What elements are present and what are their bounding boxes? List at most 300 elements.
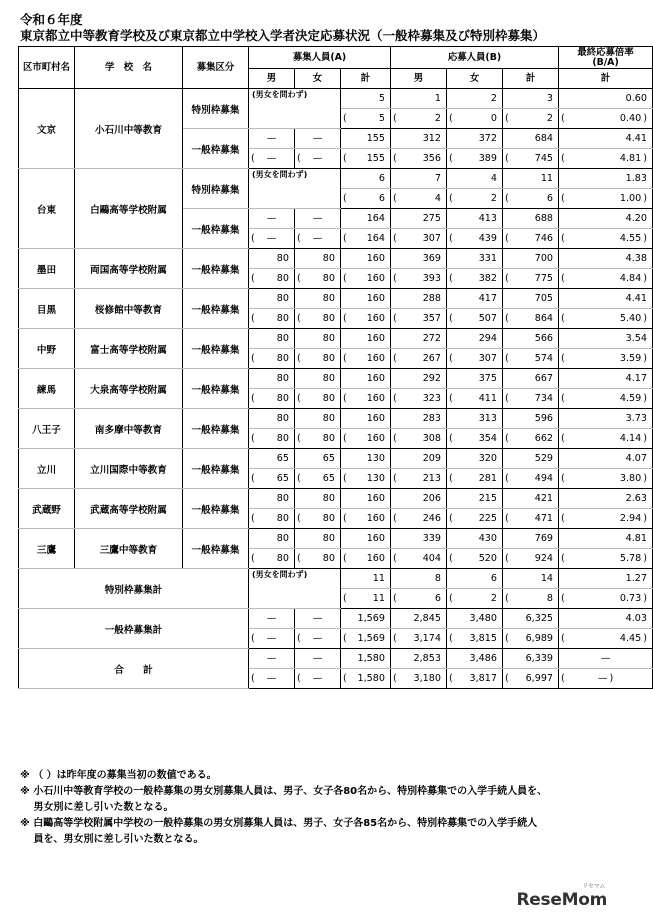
value: 4.38 <box>625 253 648 264</box>
value: 0 <box>490 113 497 124</box>
value: 404 <box>422 553 441 564</box>
ratio <box>559 489 653 509</box>
paren-open: ( <box>393 433 397 444</box>
value: 292 <box>422 373 441 384</box>
paren-open: ( <box>297 153 301 164</box>
col-app-female: 女 <box>447 69 503 89</box>
app-total <box>503 289 559 309</box>
value: 80 <box>322 533 335 544</box>
value: 267 <box>422 353 441 364</box>
app-total-prev <box>503 629 559 649</box>
value: 529 <box>534 453 554 464</box>
footnotes <box>20 768 605 848</box>
value: 8 <box>434 573 441 584</box>
value: — <box>597 673 608 684</box>
app-female <box>447 329 503 349</box>
app-male-prev <box>391 589 447 609</box>
col-school: 学 校 名 <box>75 47 183 89</box>
cap-male-prev <box>249 429 295 449</box>
value: 294 <box>478 333 497 344</box>
value: 357 <box>422 313 441 324</box>
district-name: 中野 <box>19 329 75 369</box>
value: — <box>266 133 277 144</box>
value: 80 <box>322 253 335 264</box>
app-total <box>503 89 559 109</box>
special-total-label: 特別枠募集計 <box>19 569 249 609</box>
ratio-prev <box>559 469 653 489</box>
value: 667 <box>534 373 554 384</box>
district-name: 八王子 <box>19 409 75 449</box>
paren-open: ( <box>393 233 397 244</box>
value: 288 <box>422 293 441 304</box>
value: 4.07 <box>625 453 648 464</box>
value: 160 <box>366 293 385 304</box>
value: 272 <box>422 333 441 344</box>
app-female <box>447 609 503 629</box>
app-male-prev <box>391 349 447 369</box>
value: — <box>600 653 611 664</box>
ratio-prev <box>559 549 653 569</box>
cap-total <box>341 609 391 629</box>
cap-male <box>249 209 295 229</box>
paren-open: ( <box>449 273 453 284</box>
app-total-prev <box>503 589 559 609</box>
school-name: 南多摩中等教育 <box>75 409 183 449</box>
paren-open: ( <box>343 233 347 244</box>
value: 413 <box>478 213 497 224</box>
value: 80 <box>276 493 289 504</box>
paren-open: ( <box>343 393 347 404</box>
school-name: 小石川中等教育 <box>75 89 183 169</box>
paren-open: ( <box>297 513 301 524</box>
ratio <box>559 89 653 109</box>
cap-male <box>249 609 295 629</box>
value: 4.84 <box>619 273 642 284</box>
value: 65 <box>276 473 289 484</box>
value: 215 <box>478 493 497 504</box>
district-name: 練馬 <box>19 369 75 409</box>
paren-open: ( <box>449 553 453 564</box>
paren-open: ( <box>251 473 255 484</box>
paren-close: ) <box>643 273 648 284</box>
value: 393 <box>422 273 441 284</box>
paren-open: ( <box>449 313 453 324</box>
value: 6,997 <box>525 673 554 684</box>
value: 281 <box>478 473 497 484</box>
value: 130 <box>366 453 385 464</box>
value: 596 <box>534 413 554 424</box>
value: 775 <box>534 273 554 284</box>
value: 331 <box>478 253 497 264</box>
value: 3.59 <box>619 353 642 364</box>
value: 160 <box>366 513 385 524</box>
app-total <box>503 169 559 189</box>
value: 275 <box>422 213 441 224</box>
app-male-prev <box>391 269 447 289</box>
cap-female-prev <box>295 309 341 329</box>
value: 160 <box>366 553 385 564</box>
cap-total <box>341 449 391 469</box>
value: 164 <box>366 213 385 224</box>
value: 80 <box>276 333 289 344</box>
paren-open: ( <box>505 273 509 284</box>
value: 155 <box>366 153 385 164</box>
cap-total-prev <box>341 189 391 209</box>
ratio-prev <box>559 509 653 529</box>
paren-open: ( <box>251 233 255 244</box>
app-total <box>503 249 559 269</box>
paren-open: ( <box>449 153 453 164</box>
ratio <box>559 449 653 469</box>
paren-close: ) <box>643 513 648 524</box>
value: 164 <box>366 233 385 244</box>
app-total-prev <box>503 509 559 529</box>
cap-female-prev <box>295 229 341 249</box>
col-app-total: 計 <box>503 69 559 89</box>
ratio-prev <box>559 629 653 649</box>
value: — <box>312 673 323 684</box>
value: 3,815 <box>469 633 497 644</box>
ratio <box>559 129 653 149</box>
value: 5 <box>378 93 385 104</box>
app-total-prev <box>503 669 559 689</box>
paren-open: ( <box>393 313 397 324</box>
ratio <box>559 409 653 429</box>
category-special: 特別枠募集 <box>183 89 249 129</box>
cap-total-prev <box>341 269 391 289</box>
paren-open: ( <box>561 433 565 444</box>
ratio-sub: (B/A) <box>592 56 619 68</box>
value: 2 <box>434 113 441 124</box>
category-general: 一般枠募集 <box>183 409 249 449</box>
year-label: 令和６年度 <box>20 12 83 27</box>
paren-open: ( <box>297 353 301 364</box>
cap-total-prev <box>341 389 391 409</box>
paren-open: ( <box>449 433 453 444</box>
value: 160 <box>366 273 385 284</box>
value: 1,569 <box>357 633 385 644</box>
paren-open: ( <box>449 513 453 524</box>
paren-open: ( <box>393 153 397 164</box>
col-ratio-total: 計 <box>559 69 653 89</box>
paren-open: ( <box>297 233 301 244</box>
value: 6 <box>378 193 385 204</box>
cap-female-prev <box>295 429 341 449</box>
value: 1 <box>434 93 441 104</box>
app-total <box>503 209 559 229</box>
cap-female-prev <box>295 629 341 649</box>
value: 80 <box>322 433 335 444</box>
app-total <box>503 329 559 349</box>
app-total-prev <box>503 389 559 409</box>
paren-open: ( <box>561 633 565 644</box>
cap-female <box>295 249 341 269</box>
ratio <box>559 369 653 389</box>
paren-open: ( <box>449 353 453 364</box>
value: 2,853 <box>413 653 441 664</box>
value: 80 <box>276 513 289 524</box>
col-app-male: 男 <box>391 69 447 89</box>
cap-total <box>341 649 391 669</box>
value: 4.14 <box>619 433 642 444</box>
app-male-prev <box>391 669 447 689</box>
paren-open: ( <box>393 593 397 604</box>
note-1: ※ （ ）は昨年度の募集当初の数値である。 <box>20 770 217 781</box>
ratio-prev <box>559 389 653 409</box>
value: 382 <box>478 273 497 284</box>
value: 439 <box>478 233 497 244</box>
value: 209 <box>422 453 441 464</box>
app-male-prev <box>391 469 447 489</box>
value: 80 <box>322 293 335 304</box>
value: 160 <box>366 533 385 544</box>
app-total-prev <box>503 189 559 209</box>
cap-male <box>249 129 295 149</box>
cap-male-prev <box>249 669 295 689</box>
either-sex-note: (男女を問わず) <box>249 169 341 209</box>
cap-total-prev <box>341 349 391 369</box>
cap-male <box>249 409 295 429</box>
value: 4 <box>434 193 441 204</box>
value: 160 <box>366 373 385 384</box>
cap-total-prev <box>341 309 391 329</box>
value: 1.83 <box>625 173 648 184</box>
cap-total <box>341 489 391 509</box>
value: 375 <box>478 373 497 384</box>
paren-open: ( <box>343 553 347 564</box>
ratio-prev <box>559 109 653 129</box>
app-female <box>447 529 503 549</box>
app-male <box>391 649 447 669</box>
school-name: 両国高等学校附属 <box>75 249 183 289</box>
value: 520 <box>478 553 497 564</box>
value: 6,339 <box>525 653 554 664</box>
app-total <box>503 489 559 509</box>
paren-open: ( <box>297 633 301 644</box>
category-general: 一般枠募集 <box>183 289 249 329</box>
paren-open: ( <box>393 473 397 484</box>
app-female-prev <box>447 629 503 649</box>
paren-open: ( <box>505 193 509 204</box>
category-general: 一般枠募集 <box>183 249 249 289</box>
paren-open: ( <box>343 273 347 284</box>
value: 354 <box>478 433 497 444</box>
cap-total-prev <box>341 469 391 489</box>
app-female <box>447 369 503 389</box>
paren-open: ( <box>393 633 397 644</box>
value: 80 <box>276 373 289 384</box>
paren-open: ( <box>561 553 565 564</box>
value: 4.45 <box>619 633 642 644</box>
value: 6,989 <box>525 633 554 644</box>
value: 307 <box>478 353 497 364</box>
paren-open: ( <box>393 113 397 124</box>
app-total-prev <box>503 469 559 489</box>
app-female-prev <box>447 669 503 689</box>
cap-female <box>295 209 341 229</box>
value: 80 <box>322 413 335 424</box>
app-male-prev <box>391 509 447 529</box>
value: 4.81 <box>619 153 642 164</box>
paren-open: ( <box>343 193 347 204</box>
value: 7 <box>434 173 441 184</box>
paren-open: ( <box>449 473 453 484</box>
app-male <box>391 89 447 109</box>
value: 4.81 <box>625 533 648 544</box>
value: 80 <box>322 493 335 504</box>
value: 323 <box>422 393 441 404</box>
value: 80 <box>276 433 289 444</box>
value: — <box>266 233 277 244</box>
value: 160 <box>366 413 385 424</box>
app-total <box>503 609 559 629</box>
paren-open: ( <box>449 113 453 124</box>
value: 80 <box>276 553 289 564</box>
col-capacity: 募集人員(A) <box>249 47 391 69</box>
value: 494 <box>534 473 554 484</box>
application-status-table <box>18 46 653 689</box>
value: 5.78 <box>619 553 642 564</box>
cap-female-prev <box>295 149 341 169</box>
value: — <box>312 653 323 664</box>
value: 6,325 <box>525 613 554 624</box>
paren-open: ( <box>393 353 397 364</box>
app-male-prev <box>391 189 447 209</box>
col-applicants: 応募人員(B) <box>391 47 559 69</box>
value: 421 <box>534 493 554 504</box>
value: — <box>312 613 323 624</box>
logo-text: ReseMom <box>516 890 607 910</box>
ratio <box>559 649 653 669</box>
ratio-prev <box>559 429 653 449</box>
value: 80 <box>322 313 335 324</box>
app-total <box>503 649 559 669</box>
app-total-prev <box>503 309 559 329</box>
value: 65 <box>322 453 335 464</box>
value: 225 <box>478 513 497 524</box>
ratio-prev <box>559 349 653 369</box>
paren-close: ) <box>643 593 648 604</box>
ratio <box>559 209 653 229</box>
cap-female <box>295 649 341 669</box>
value: 213 <box>422 473 441 484</box>
category-special: 特別枠募集 <box>183 169 249 209</box>
app-male <box>391 489 447 509</box>
ratio <box>559 529 653 549</box>
app-female <box>447 409 503 429</box>
paren-open: ( <box>449 633 453 644</box>
paren-open: ( <box>561 113 565 124</box>
school-name: 三鷹中等教育 <box>75 529 183 569</box>
school-name: 富士高等学校附属 <box>75 329 183 369</box>
either-sex-note: (男女を問わず) <box>249 569 341 609</box>
value: 769 <box>534 533 554 544</box>
paren-open: ( <box>393 273 397 284</box>
paren-open: ( <box>251 513 255 524</box>
paren-open: ( <box>561 353 565 364</box>
app-male <box>391 569 447 589</box>
page-title: 東京都立中等教育学校及び東京都立中学校入学者決定応募状況（一般枠募集及び特別枠募集） <box>20 28 546 43</box>
value: 3,174 <box>413 633 441 644</box>
cap-male-prev <box>249 349 295 369</box>
value: 684 <box>534 133 554 144</box>
app-male-prev <box>391 229 447 249</box>
value: 471 <box>534 513 554 524</box>
cap-total-prev <box>341 549 391 569</box>
paren-close: ) <box>643 313 648 324</box>
value: 864 <box>534 313 554 324</box>
cap-female-prev <box>295 469 341 489</box>
cap-male-prev <box>249 309 295 329</box>
paren-open: ( <box>449 673 453 684</box>
cap-female-prev <box>295 389 341 409</box>
ratio-prev <box>559 149 653 169</box>
col-ratio <box>559 47 653 69</box>
value: 0.73 <box>619 593 642 604</box>
value: 2 <box>546 113 554 124</box>
app-male <box>391 249 447 269</box>
value: 688 <box>534 213 554 224</box>
paren-open: ( <box>505 433 509 444</box>
paren-close: ) <box>609 673 614 684</box>
paren-open: ( <box>251 633 255 644</box>
ratio <box>559 609 653 629</box>
app-female-prev <box>447 309 503 329</box>
paren-open: ( <box>343 153 347 164</box>
app-total <box>503 129 559 149</box>
value: 313 <box>478 413 497 424</box>
ratio-prev <box>559 269 653 289</box>
app-total <box>503 569 559 589</box>
value: 356 <box>422 153 441 164</box>
paren-open: ( <box>297 473 301 484</box>
paren-open: ( <box>505 593 509 604</box>
paren-open: ( <box>449 593 453 604</box>
paren-open: ( <box>505 153 509 164</box>
app-total-prev <box>503 229 559 249</box>
ratio <box>559 329 653 349</box>
school-name: 大泉高等学校附属 <box>75 369 183 409</box>
app-male-prev <box>391 429 447 449</box>
school-name: 桜修館中等教育 <box>75 289 183 329</box>
value: 160 <box>366 313 385 324</box>
paren-open: ( <box>561 313 565 324</box>
cap-male-prev <box>249 269 295 289</box>
value: — <box>312 633 323 644</box>
cap-female <box>295 289 341 309</box>
cap-total-prev <box>341 629 391 649</box>
value: 80 <box>322 273 335 284</box>
value: 308 <box>422 433 441 444</box>
paren-close: ) <box>643 153 648 164</box>
cap-male <box>249 489 295 509</box>
value: 4.17 <box>625 373 648 384</box>
value: 4.20 <box>625 213 648 224</box>
app-female-prev <box>447 149 503 169</box>
value: 0.60 <box>625 93 648 104</box>
app-male <box>391 289 447 309</box>
value: 1.27 <box>625 573 648 584</box>
app-male <box>391 369 447 389</box>
app-male-prev <box>391 549 447 569</box>
paren-close: ) <box>643 553 648 564</box>
paren-close: ) <box>643 433 648 444</box>
paren-close: ) <box>643 233 648 244</box>
app-female <box>447 449 503 469</box>
category-general: 一般枠募集 <box>183 209 249 249</box>
cap-total-prev <box>341 149 391 169</box>
cap-total-prev <box>341 429 391 449</box>
